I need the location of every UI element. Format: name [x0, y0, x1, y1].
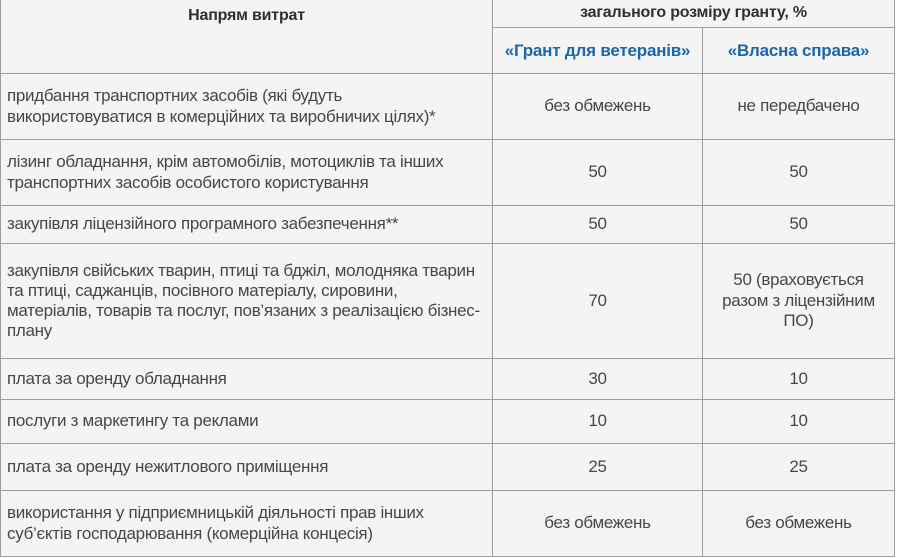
- veterans-value-cell: 30: [493, 359, 703, 400]
- own-business-value-cell: 50: [703, 140, 895, 206]
- veterans-value-cell: без обмежень: [493, 491, 703, 557]
- header-row-group: [1, 0, 895, 28]
- expense-cell: послуги з маркетингу та реклами: [1, 400, 493, 444]
- own-business-value-cell: без обмежень: [703, 491, 895, 557]
- expense-cell: використання у підприємницькій діяльності прав інших суб’єктів господарювання (комерційна концесія): [1, 491, 493, 557]
- expense-cell: плата за оренду нежитлового приміщення: [1, 444, 493, 491]
- veterans-value-cell: 10: [493, 400, 703, 444]
- veterans-value-cell: 25: [493, 444, 703, 491]
- column-header-own-business-link[interactable]: «Власна справа»: [703, 28, 895, 74]
- table-row: [1, 400, 895, 444]
- own-business-value-cell: не передбачено: [703, 74, 895, 140]
- expense-cell: закупівля свійських тварин, птиці та бджіл, молодняка тварин та птиці, саджанців, посівного матеріалу, сировини, матеріалів, товарів та послуг, пов’язаних з реалізацією бізнес-плану: [1, 244, 493, 359]
- table-row: [1, 244, 895, 359]
- expense-cell: плата за оренду обладнання: [1, 359, 493, 400]
- own-business-value-cell: 50: [703, 206, 895, 244]
- table-row: [1, 491, 895, 557]
- table-row: [1, 206, 895, 244]
- veterans-value-cell: 50: [493, 206, 703, 244]
- own-business-value-cell: 10: [703, 359, 895, 400]
- table-row: [1, 140, 895, 206]
- expense-cell: закупівля ліцензійного програмного забезпечення**: [1, 206, 493, 244]
- expense-cell: придбання транспортних засобів (які будуть використовуватися в комерційних та виробничих цілях)*: [1, 74, 493, 140]
- own-business-value-cell: 10: [703, 400, 895, 444]
- veterans-value-cell: 50: [493, 140, 703, 206]
- column-header-expense: Напрям витрат: [1, 0, 493, 74]
- veterans-value-cell: без обмежень: [493, 74, 703, 140]
- own-business-value-cell: 25: [703, 444, 895, 491]
- table-row: [1, 444, 895, 491]
- veterans-value-cell: 70: [493, 244, 703, 359]
- own-business-value-cell: 50 (враховується разом з ліцензійним ПО): [703, 244, 895, 359]
- table-row: [1, 74, 895, 140]
- column-header-grant-size: загального розміру гранту, %: [493, 0, 895, 28]
- column-header-veterans-grant-link[interactable]: «Грант для ветеранів»: [493, 28, 703, 74]
- table-row: [1, 359, 895, 400]
- expense-cell: лізинг обладнання, крім автомобілів, мотоциклів та інших транспортних засобів особистого користування: [1, 140, 493, 206]
